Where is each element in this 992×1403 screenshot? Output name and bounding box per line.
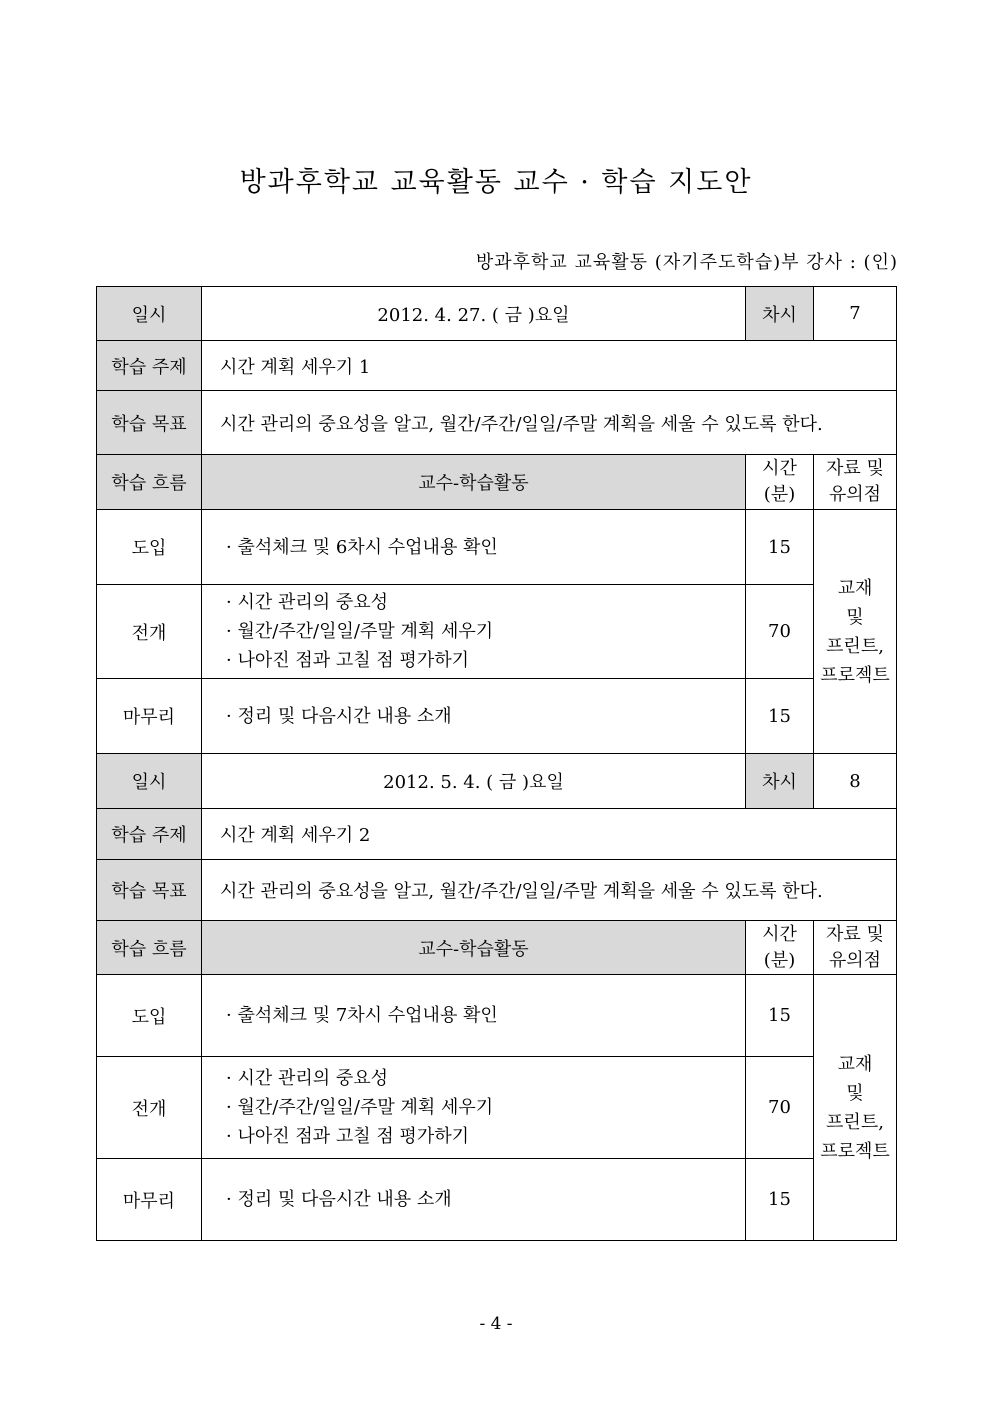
date-label: 일시 xyxy=(97,287,202,341)
materials-line: 프린트, xyxy=(826,1111,884,1133)
session-1-goal-row xyxy=(97,391,897,455)
session-2-date: 2012. 5. 4. ( 금 )요일 xyxy=(202,754,746,809)
session-1-materials xyxy=(814,510,897,754)
phase-name: 마무리 xyxy=(97,679,202,754)
page-number: - 4 - xyxy=(479,1314,513,1334)
session-2-development-row xyxy=(97,1057,897,1159)
materials-label-line1: 자료 및 xyxy=(826,923,884,945)
session-1-header-row xyxy=(97,455,897,510)
phase-name: 전개 xyxy=(97,585,202,679)
instructor-line: 방과후학교 교육활동 (자기주도학습)부 강사 : (인) xyxy=(475,252,898,273)
session-2-topic-row xyxy=(97,809,897,860)
activity-label: 교수-학습활동 xyxy=(202,921,746,975)
materials-line: 및 xyxy=(846,1082,864,1104)
session-1-goal: 시간 관리의 중요성을 알고, 월간/주간/일일/주말 계획을 세울 수 있도록 한다. xyxy=(202,391,897,455)
activity-item: · 시간 관리의 중요성 xyxy=(226,592,388,613)
phase-activities xyxy=(202,1057,746,1159)
materials-label-line1: 자료 및 xyxy=(826,458,884,479)
phase-name: 도입 xyxy=(97,510,202,585)
materials-label xyxy=(814,455,897,510)
phase-time: 15 xyxy=(746,510,814,585)
activity-item: · 시간 관리의 중요성 xyxy=(226,1068,388,1089)
session-1-development-row xyxy=(97,585,897,679)
goal-label: 학습 목표 xyxy=(97,860,202,921)
flow-label: 학습 흐름 xyxy=(97,455,202,510)
phase-activities xyxy=(202,975,746,1057)
time-label xyxy=(746,455,814,510)
materials-label-line2: 유의점 xyxy=(828,949,882,971)
phase-name: 마무리 xyxy=(97,1159,202,1241)
session-2-goal-row xyxy=(97,860,897,921)
session-label: 차시 xyxy=(746,754,814,809)
phase-time: 15 xyxy=(746,975,814,1057)
materials-line: 프로젝트 xyxy=(820,1140,890,1162)
lesson-plan-table xyxy=(96,286,897,1241)
materials-label-line2: 유의점 xyxy=(828,484,882,505)
phase-time: 15 xyxy=(746,1159,814,1241)
session-2-number: 8 xyxy=(814,754,897,809)
date-label: 일시 xyxy=(97,754,202,809)
phase-activities xyxy=(202,585,746,679)
activity-item: · 월간/주간/일일/주말 계획 세우기 xyxy=(226,621,494,642)
phase-name: 도입 xyxy=(97,975,202,1057)
time-label-line1: 시간 xyxy=(762,923,797,945)
session-2-topic: 시간 계획 세우기 2 xyxy=(202,809,897,860)
session-1-number: 7 xyxy=(814,287,897,341)
time-label-line2: (분) xyxy=(763,949,796,971)
activity-item: · 출석체크 및 7차시 수업내용 확인 xyxy=(226,1005,498,1026)
flow-label: 학습 흐름 xyxy=(97,921,202,975)
activity-item: · 나아진 점과 고칠 점 평가하기 xyxy=(226,650,469,671)
session-1-topic-row xyxy=(97,341,897,391)
materials-line: 교재 xyxy=(837,577,873,599)
session-2-goal: 시간 관리의 중요성을 알고, 월간/주간/일일/주말 계획을 세울 수 있도록 한다. xyxy=(202,860,897,921)
activity-item: · 나아진 점과 고칠 점 평가하기 xyxy=(226,1126,469,1147)
phase-activities xyxy=(202,679,746,754)
session-1-date-row xyxy=(97,287,897,341)
time-label-line2: (분) xyxy=(763,484,796,505)
session-2-header-row xyxy=(97,921,897,975)
session-2-materials xyxy=(814,975,897,1241)
session-1-topic: 시간 계획 세우기 1 xyxy=(202,341,897,391)
materials-line: 및 xyxy=(846,606,864,628)
phase-activities xyxy=(202,1159,746,1241)
activity-item: · 정리 및 다음시간 내용 소개 xyxy=(226,705,452,727)
goal-label: 학습 목표 xyxy=(97,391,202,455)
session-1-intro-row xyxy=(97,510,897,585)
materials-line: 교재 xyxy=(837,1053,873,1075)
phase-time: 70 xyxy=(746,1057,814,1159)
phase-name: 전개 xyxy=(97,1057,202,1159)
document-title: 방과후학교 교육활동 교수 · 학습 지도안 xyxy=(239,167,753,198)
activity-item: · 월간/주간/일일/주말 계획 세우기 xyxy=(226,1097,494,1118)
activity-item: · 정리 및 다음시간 내용 소개 xyxy=(226,1189,452,1210)
materials-line: 프로젝트 xyxy=(820,664,890,686)
session-2-closing-row xyxy=(97,1159,897,1241)
topic-label: 학습 주제 xyxy=(97,809,202,860)
phase-time: 70 xyxy=(746,585,814,679)
session-1-date: 2012. 4. 27. ( 금 )요일 xyxy=(202,287,746,341)
time-label xyxy=(746,921,814,975)
materials-line: 프린트, xyxy=(826,635,884,657)
time-label-line1: 시간 xyxy=(762,458,797,479)
activity-item: · 출석체크 및 6차시 수업내용 확인 xyxy=(226,536,498,558)
phase-time: 15 xyxy=(746,679,814,754)
session-2-intro-row xyxy=(97,975,897,1057)
materials-label xyxy=(814,921,897,975)
phase-activities xyxy=(202,510,746,585)
session-1-closing-row xyxy=(97,679,897,754)
session-label: 차시 xyxy=(746,287,814,341)
session-2-date-row xyxy=(97,754,897,809)
activity-label: 교수-학습활동 xyxy=(202,455,746,510)
topic-label: 학습 주제 xyxy=(97,341,202,391)
